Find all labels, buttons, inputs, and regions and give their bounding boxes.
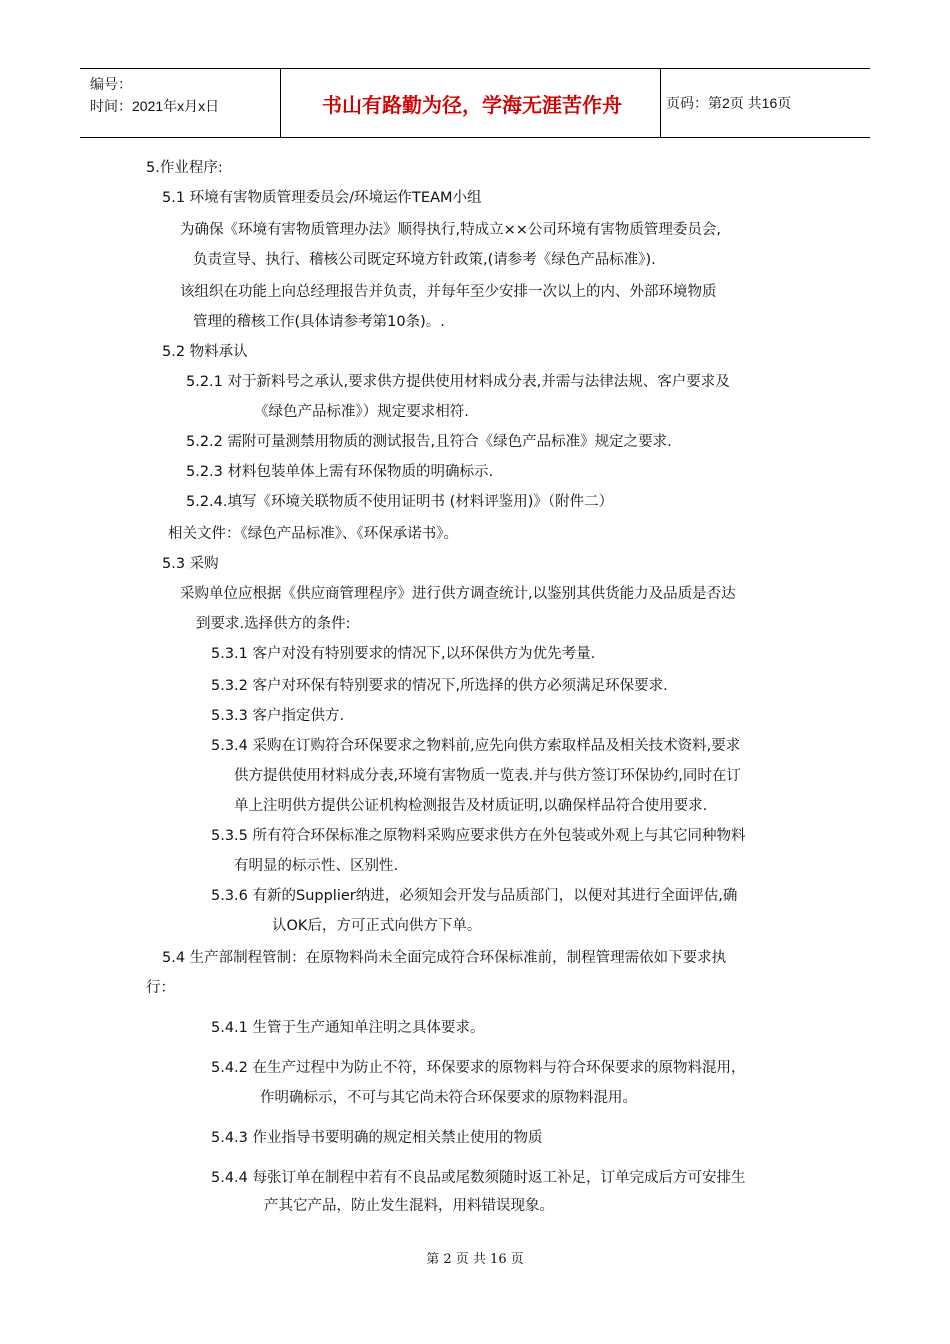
header-code-label: 编号： — [90, 76, 132, 92]
paragraph-line: 采购单位应根据《供应商管理程序》进行供方调查统计,以鉴别其供货能力及品质是否达 — [180, 586, 736, 602]
clause-line: 5.4.1 生管于生产通知单注明之具体要求。 — [211, 1020, 485, 1036]
subsection-heading: 5.4 生产部制程管制：在原物料尚未全面完成符合环保标准前，制程管理需依如下要求执 — [162, 950, 727, 966]
header-divider — [660, 69, 661, 137]
related-documents: 相关文件：《绿色产品标准》、《环保承诺书》。 — [168, 526, 458, 542]
header-page-info: 页码：第2页 共16页 — [666, 95, 792, 111]
clause-line: 供方提供使用材料成分表,环境有害物质一览表.并与供方签订环保协约,同时在订 — [234, 768, 741, 784]
clause-line: 5.3.6 有新的Supplier纳进，必须知会开发与品质部门，以便对其进行全面评估,确 — [211, 888, 738, 904]
clause-line: 5.2.2 需附可量测禁用物质的测试报告,且符合《绿色产品标准》规定之要求. — [186, 434, 672, 450]
subsection-heading: 5.3 采购 — [162, 556, 219, 572]
clause-line: 5.2.3 材料包装单体上需有环保物质的明确标示. — [186, 464, 494, 480]
clause-line: 5.2.1 对于新料号之承认,要求供方提供使用材料成分表,并需与法律法规、客户要求及 — [186, 374, 730, 390]
clause-line: 5.3.4 采购在订购符合环保要求之物料前,应先向供方索取样品及相关技术资料,要求 — [211, 738, 741, 754]
clause-line: 5.4.3 作业指导书要明确的规定相关禁止使用的物质 — [211, 1130, 543, 1146]
header-motto: 书山有路勤为径，学海无涯苦作舟 — [322, 92, 622, 117]
paragraph-line: 管理的稽核工作(具体请参考第10条)。. — [193, 314, 445, 330]
paragraph-line: 行： — [146, 980, 175, 996]
paragraph-line: 到要求.选择供方的条件: — [196, 616, 351, 632]
clause-line: 单上注明供方提供公证机构检测报告及材质证明,以确保样品符合使用要求. — [234, 798, 708, 814]
subsection-heading: 5.1 环境有害物质管理委员会/环境运作TEAM小组 — [162, 190, 482, 206]
clause-line: 5.4.2 在生产过程中为防止不符，环保要求的原物料与符合环保要求的原物料混用， — [211, 1060, 746, 1076]
header-meta — [90, 73, 219, 117]
clause-line: 《绿色产品标准》）规定要求相符. — [254, 404, 469, 420]
page-footer: 第 2 页 共 16 页 — [426, 1252, 524, 1267]
header-time-label: 时间：2021年x月x日 — [90, 98, 220, 114]
paragraph-line: 为确保《环境有害物质管理办法》顺得执行,特成立××公司环境有害物质管理委员会, — [180, 222, 722, 238]
clause-line: 有明显的标示性、区别性. — [234, 858, 399, 874]
header-divider — [280, 69, 281, 137]
clause-line: 认OK后，方可正式向供方下单。 — [272, 918, 482, 934]
clause-line: 5.3.5 所有符合环保标准之原物料采购应要求供方在外包装或外观上与其它同种物料 — [211, 828, 746, 844]
clause-line: 5.4.4 每张订单在制程中若有不良品或尾数须随时返工补足，订单完成后方可安排生 — [211, 1170, 746, 1186]
clause-line: 5.3.2 客户对环保有特别要求的情况下,所选择的供方必须满足环保要求. — [211, 678, 668, 694]
clause-line: 作明确标示，不可与其它尚未符合环保要求的原物料混用。 — [260, 1090, 637, 1106]
clause-line: 5.2.4.填写《环境关联物质不使用证明书 (材料评鉴用)》（附件二） — [186, 494, 614, 510]
clause-line: 5.3.1 客户对没有特别要求的情况下,以环保供方为优先考量. — [211, 646, 596, 662]
clause-line: 5.3.3 客户指定供方. — [211, 708, 345, 724]
clause-line: 产其它产品，防止发生混料，用料错误现象。 — [264, 1198, 554, 1214]
paragraph-line: 该组织在功能上向总经理报告并负责，并每年至少安排一次以上的内、外部环境物质 — [180, 284, 717, 300]
page-header — [80, 68, 870, 138]
subsection-heading: 5.2 物料承认 — [162, 344, 248, 360]
paragraph-line: 负责宣导、执行、稽核公司既定环境方针政策,(请参考《绿色产品标准》). — [193, 252, 656, 268]
section-heading: 5.作业程序: — [146, 160, 223, 176]
